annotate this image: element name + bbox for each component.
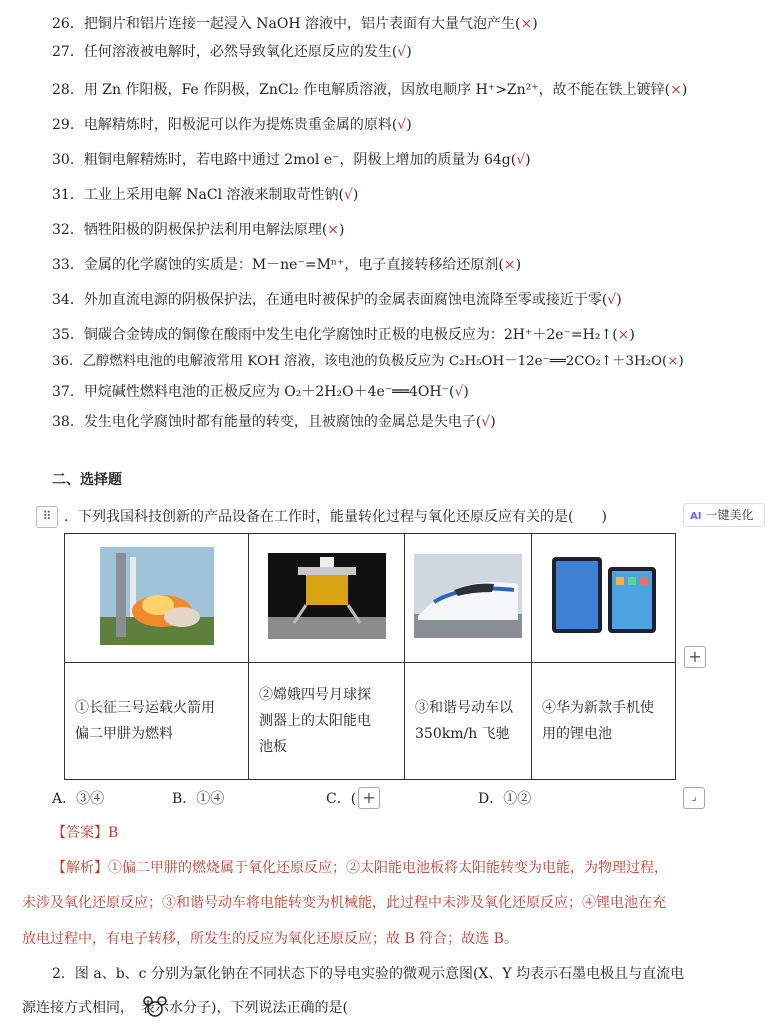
options-table	[64, 533, 676, 780]
table-resize-icon[interactable]: ⌟	[683, 787, 705, 809]
statement-38: 38．发生电化学腐蚀时都有能量的转变，且被腐蚀的金属总是失电子(√)	[52, 414, 496, 430]
explanation-line-2: 未涉及氧化还原反应；③和谐号动车将电能转变为机械能，此过程中未涉及氧化还原反应；④锂电池在充	[22, 895, 666, 911]
explanation-line-3: 放电过程中，有电子转移，所发生的反应为氧化还原反应；故 B 符合；故选 B。	[22, 931, 518, 947]
bullet-train-image	[414, 554, 522, 638]
add-row-plus-icon[interactable]: +	[358, 787, 380, 809]
statement-33: 33．金属的化学腐蚀的实质是：M－ne⁻=Mⁿ⁺，电子直接转移给还原剂(×)	[52, 257, 522, 273]
statement-29: 29．电解精炼时，阳极泥可以作为提炼贵重金属的原料(√)	[52, 117, 412, 133]
water-molecule-icon	[143, 996, 167, 1018]
explanation-line-1: 【解析】①偏二甲肼的燃烧属于氧化还原反应；②太阳能电池板将太阳能转变为电能，为物理过程，	[52, 860, 668, 876]
statement-28: 28．用 Zn 作阳极，Fe 作阴极，ZnCl₂ 作电解质溶液，因放电顺序 H⁺>Zn²⁺，故不能在铁上镀锌(×)	[52, 82, 688, 98]
option3-image-cell	[405, 534, 532, 663]
option2-image-cell	[249, 534, 405, 663]
choice-c[interactable]: C．(	[326, 791, 357, 807]
statement-27: 27．任何溶液被电解时，必然导致氧化还原反应的发生(√)	[52, 44, 412, 60]
choice-a[interactable]: A．③④	[52, 791, 105, 807]
drag-handle-icon[interactable]: ⠿	[36, 506, 58, 528]
ai-icon: AI	[690, 511, 702, 522]
option4-image-cell	[532, 534, 676, 663]
question2-line-1: 2．图 a、b、c 分别为氯化钠在不同状态下的导电实验的微观示意图(X、Y 均表示石墨电极且与直流电	[52, 966, 685, 982]
statement-30: 30．粗铜电解精炼时，若电路中通过 2mol e⁻，阴极上增加的质量为 64g(√)	[52, 152, 531, 168]
statement-35: 35．铜碳合金铸成的铜像在酸雨中发生电化学腐蚀时正极的电极反应为：2H⁺＋2e⁻=H₂↑(×)	[52, 327, 635, 343]
statement-34: 34．外加直流电源的阴极保护法，在通电时被保护的金属表面腐蚀电流降至零或接近于零(√)	[52, 292, 622, 308]
ai-beautify-label: 一键美化	[705, 508, 754, 522]
statement-31: 31．工业上采用电解 NaCl 溶液来制取苛性钠(√)	[52, 187, 359, 203]
add-column-plus-icon[interactable]: +	[684, 646, 706, 668]
section-title: 二、选择题	[52, 472, 122, 488]
question2-line-2: 源连接方式相同， 表示水分子)，下列说法正确的是(	[22, 1000, 348, 1016]
choice-d[interactable]: D．①②	[478, 791, 532, 807]
question1-stem: ．下列我国科技创新的产品设备在工作时，能量转化过程与氧化还原反应有关的是( )	[64, 509, 607, 525]
lunar-lander-image	[268, 553, 386, 639]
option2-text: ②嫦娥四号月球探 测器上的太阳能电 池板	[249, 663, 405, 780]
statement-32: 32．牺牲阳极的阴极保护法利用电解法原理(×)	[52, 222, 345, 238]
option4-text: ④华为新款手机使 用的锂电池	[532, 663, 676, 780]
option1-image-cell	[65, 534, 249, 663]
statement-37: 37．甲烷碱性燃料电池的正极反应为 O₂＋2H₂O＋4e⁻══4OH⁻(√)	[52, 384, 469, 400]
option3-text: ③和谐号动车以 350km/h 飞驰	[405, 663, 532, 780]
choice-b[interactable]: B．①④	[172, 791, 225, 807]
foldable-phone-image	[546, 551, 662, 641]
answer-line: 【答案】B	[52, 825, 119, 841]
statement-26: 26．把铜片和铝片连接一起浸入 NaOH 溶液中，铝片表面有大量气泡产生(×)	[52, 16, 538, 32]
option1-text: ①长征三号运载火箭用 偏二甲肼为燃料	[65, 663, 249, 780]
rocket-launch-image	[100, 547, 214, 645]
ai-beautify-button[interactable]	[683, 503, 765, 527]
statement-36: 36．乙醇燃料电池的电解液常用 KOH 溶液，该电池的负极反应为 C₂H₅OH－12e⁻══2CO₂↑＋3H₂O(×)	[52, 354, 684, 369]
